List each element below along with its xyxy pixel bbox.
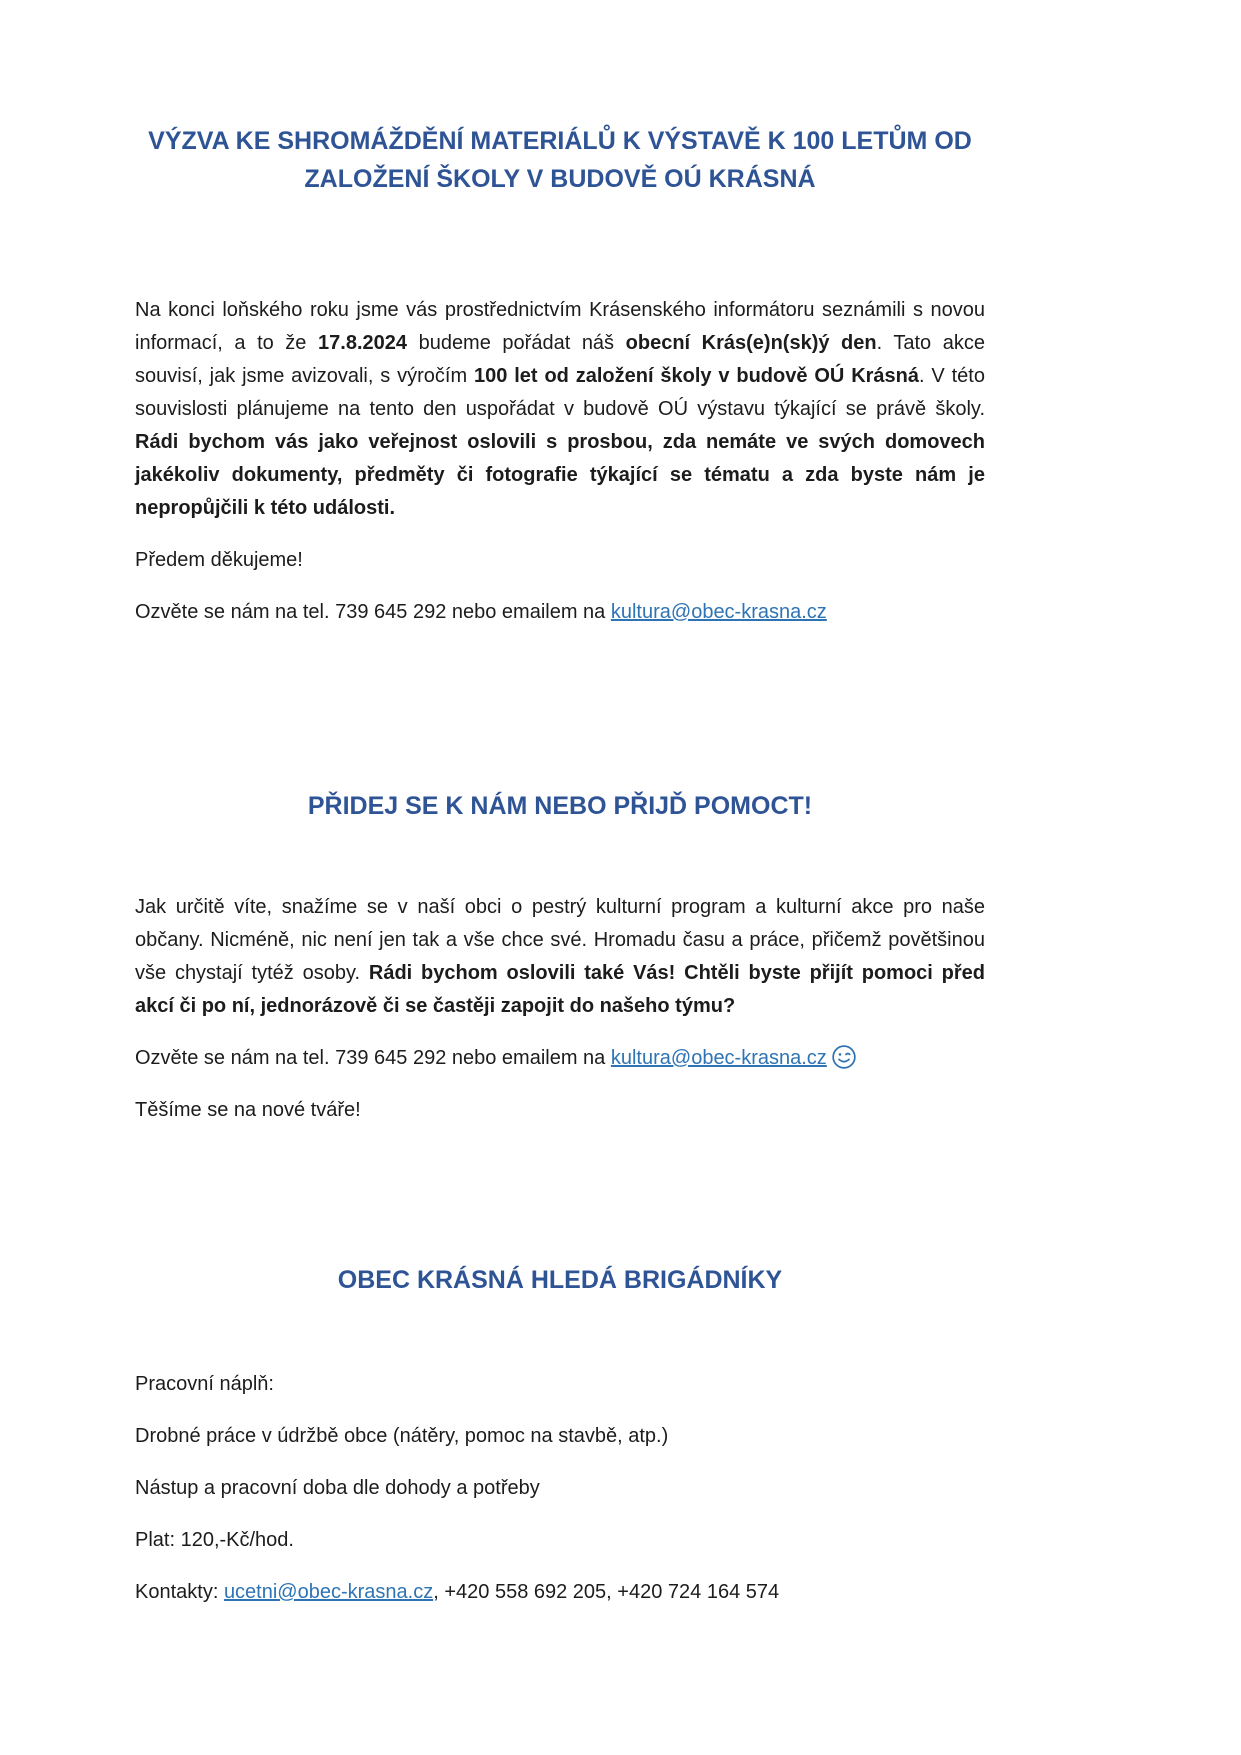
event-date: 17.8.2024 [318,332,407,354]
job-description-line: Drobné práce v údržbě obce (nátěry, pomoc na stavbě, atp.) [135,1425,669,1447]
exhibition-paragraph-text: . V této souvislosti plánujeme na tento den uspořádat v budově OÚ výstavu týkající se právě školy. [135,365,985,420]
exhibition-paragraph-text: Na konci loňského roku jsme vás prostřednictvím Krásenského informátoru seznámili s novou informací, a to že [135,299,985,354]
event-name: obecní Krás(e)n(sk)ý den [625,332,877,354]
email-text: kultura@obec-krasna.cz [610,1047,827,1069]
document-content [135,0,985,1609]
winking-face-icon [831,1044,857,1070]
anniversary-text: 100 let od založení školy v budově OÚ Krásná [474,365,920,387]
exhibition-section-title [135,0,985,198]
thanks-line: Předem děkujeme! [135,549,303,571]
contact-text: Ozvěte se nám na tel. 739 645 292 nebo emailem na [135,601,611,623]
kultura-email-link[interactable] [611,1047,857,1069]
join-section-title: PŘIDEJ SE K NÁM NEBO PŘIJĎ POMOCT! [307,792,813,820]
closing-line: Těšíme se na nové tváře! [135,1099,361,1121]
kultura-email-link[interactable]: kultura@obec-krasna.cz [610,601,827,623]
exhibition-title-line1: VÝZVA KE SHROMÁŽDĚNÍ MATERIÁLŮ K VÝSTAVĚ K 100 LETŮM OD [148,127,972,155]
salary-line: Plat: 120,-Kč/hod. [135,1529,294,1551]
join-contact-line [135,1042,985,1075]
join-paragraph-text: Jak určitě víte, snažíme se v naší obci o pestrý kulturní program a kulturní akce pro naše občany. Nicméně, nic není jen tak a vše chce své. Hromadu času a práce, přičemž povětšinou vše chystají tytéž osoby. [135,896,985,984]
exhibition-title-line2: ZALOŽENÍ ŠKOLY V BUDOVĚ OÚ KRÁSNÁ [304,165,816,193]
contact-text: Ozvěte se nám na tel. 739 645 292 nebo emailem na [135,1047,611,1069]
exhibition-paragraph [135,294,985,525]
jobs-contacts-line [135,1576,985,1609]
exhibition-request-text: Rádi bychom vás jako veřejnost oslovili s prosbou, zda nemáte ve svých domovech jakékoliv dokumenty, předměty či fotografie týkající se tématu a zda byste nám je nepropůjčili k této události. [135,431,985,519]
contacts-phones: , +420 558 692 205, +420 724 164 574 [433,1581,780,1603]
job-description-label: Pracovní náplň: [135,1373,274,1395]
join-paragraph [135,891,985,1023]
exhibition-paragraph-text: budeme pořádat náš [407,332,626,354]
exhibition-paragraph-text: . Tato akce souvisí, jak jsme avizovali, s výročím [135,332,985,387]
join-request-text: Rádi bychom oslovili také Vás! Chtěli byste přijít pomoci před akcí či po ní, jednorázově či se častěji zapojit do našeho týmu? [135,962,985,1017]
exhibition-contact-line [135,596,985,629]
contacts-label: Kontakty: [135,1581,224,1603]
jobs-section-title: OBEC KRÁSNÁ HLEDÁ BRIGÁDNÍKY [337,1266,783,1294]
start-info-line: Nástup a pracovní doba dle dohody a potřeby [135,1477,540,1499]
ucetni-email-link[interactable]: ucetni@obec-krasna.cz [223,1581,434,1603]
